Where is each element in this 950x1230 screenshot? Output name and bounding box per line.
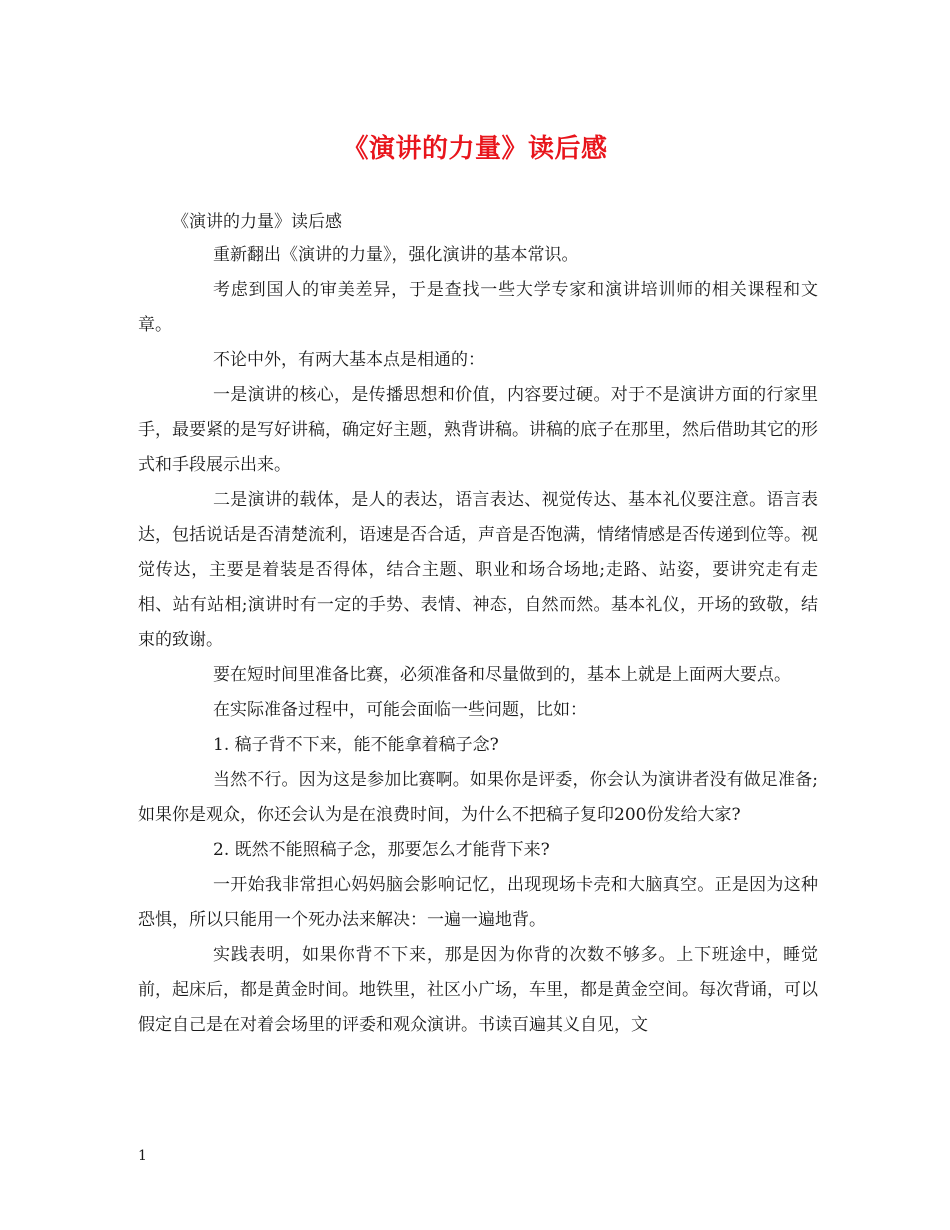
document-title: 《演讲的力量》读后感 [342, 134, 608, 164]
paragraph: 考虑到国人的审美差异，于是查找一些大学专家和演讲培训师的相关课程和文章。 [138, 280, 818, 335]
paragraph: 要在短时间里准备比赛，必须准备和尽量做到的，基本上就是上面两大要点。 [213, 665, 791, 685]
paragraph: 在实际准备过程中，可能会面临一些问题，比如： [213, 700, 587, 720]
paragraph: 不论中外，有两大基本点是相通的： [213, 350, 485, 370]
paragraph: 1. 稿子背不下来，能不能拿着稿子念? [213, 735, 499, 755]
paragraph: 一开始我非常担心妈妈脑会影响记忆，出现现场卡壳和大脑真空。正是因为这种恐惧，所以只能用一个死办法来解决：一遍一遍地背。 [138, 875, 818, 930]
paragraph: 一是演讲的核心，是传播思想和价值，内容要过硬。对于不是演讲方面的行家里手，最要紧的是写好讲稿，确定好主题，熟背讲稿。讲稿的底子在那里，然后借助其它的形式和手段展示出来。 [138, 385, 818, 475]
page-number: 1 [138, 1148, 147, 1164]
paragraph: 当然不行。因为这是参加比赛啊。如果你是评委，你会认为演讲者没有做足准备;如果你是观众，你还会认为是在浪费时间，为什么不把稿子复印200份发给大家? [138, 770, 818, 825]
paragraph: 重新翻出《演讲的力量》，强化演讲的基本常识。 [213, 245, 579, 265]
paragraph: 2. 既然不能照稿子念，那要怎么才能背下来? [213, 840, 550, 860]
document-subtitle: 《演讲的力量》读后感 [172, 212, 342, 232]
paragraph: 二是演讲的载体，是人的表达，语言表达、视觉传达、基本礼仪要注意。语言表达，包括说话是否清楚流利，语速是否合适，声音是否饱满，情绪情感是否传递到位等。视觉传达，主要是着装是否得体，结合主题、职业和场合场地;走路、站姿，要讲究走有走相、站有站相;演讲时有一定的手势、表情、神态，自然而然。基本礼仪，开场的致敬，结束的致谢。 [138, 490, 818, 650]
paragraph: 实践表明，如果你背不下来，那是因为你背的次数不够多。上下班途中，睡觉前，起床后，都是黄金时间。地铁里，社区小广场，车里，都是黄金空间。每次背诵，可以假定自己是在对着会场里的评委和观众演讲。书读百遍其义自见，文 [138, 945, 818, 1035]
document-body [138, 238, 818, 1043]
